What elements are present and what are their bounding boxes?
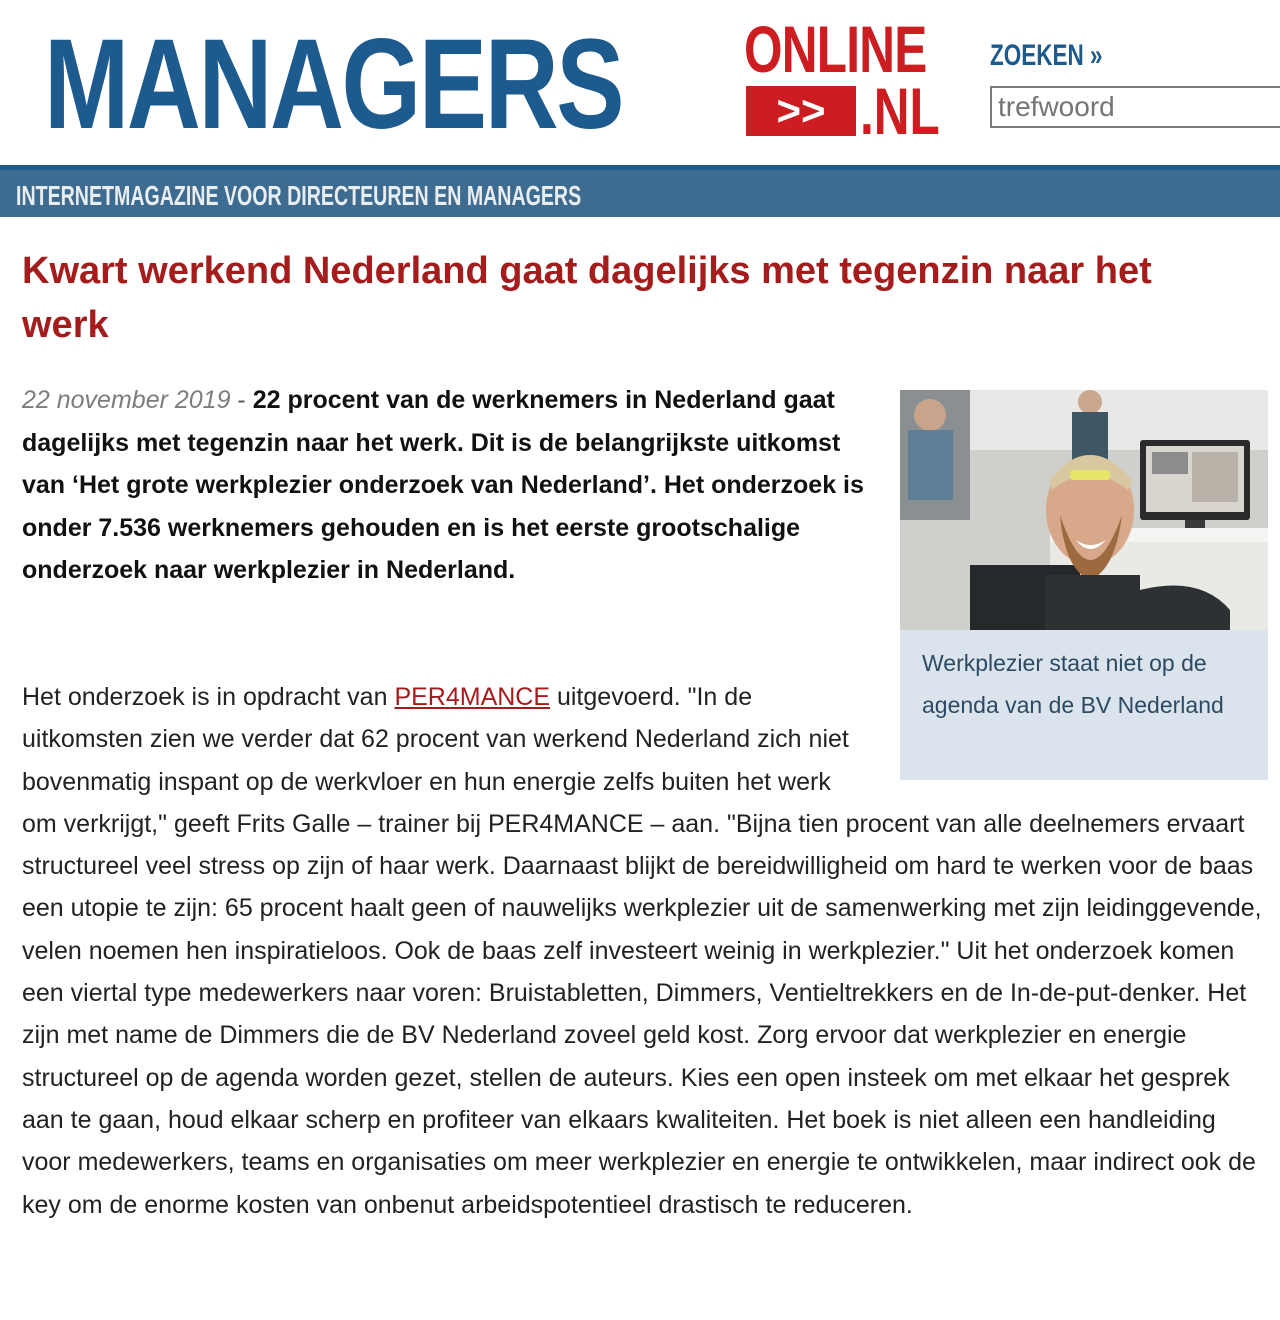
tagline-bar xyxy=(0,165,1280,217)
article-photo[interactable] xyxy=(900,390,1268,630)
article-lead: 22 procent van de werknemers in Nederland gaat dagelijks met tegenzin naar het werk. Dit is de belangrijkste uitkomst van ‘Het grote werkplezier onderzoek van Nederland’. Het onderzoek is onder 7.536 werknemers gehouden en is het eerste grootschalige onderzoek naar werkplezier in Nederland. xyxy=(22,386,864,584)
image-float-spacer xyxy=(864,676,1262,788)
logo-managers[interactable]: MANAGERS xyxy=(44,13,623,156)
per4mance-link[interactable]: PER4MANCE xyxy=(394,683,551,711)
site-tagline: INTERNETMAGAZINE VOOR DIRECTEUREN EN MANAGERS xyxy=(16,180,582,211)
search-label-link[interactable]: ZOEKEN » xyxy=(990,39,1103,72)
site-header xyxy=(0,0,1280,165)
office-photo-illustration xyxy=(900,390,1268,630)
logo-arrows-icon[interactable]: >> xyxy=(746,86,856,136)
article-body xyxy=(22,676,1262,1226)
body-text-rest: uitgevoerd. "In de uitkomsten zien we verder dat 62 procent van werkend Nederland zich niet bovenmatig inspant op de werkvloer en hun energie zelfs buiten het werk om verkrijgt," geeft Frits Galle – trainer bij PER4MANCE – aan. "Bijna tien procent van alle deelnemers ervaart structureel veel stress op zijn of haar werk. Daarnaast blijkt de bereidwilligheid om hard te werken voor de baas een utopie te zijn: 65 procent haalt geen of nauwelijks werkplezier uit de samenwerking met zijn leidinggevende, velen noemen hen inspiratieloos. Ook de baas zelf investeert weinig in werkplezier." Uit het onderzoek komen een viertal type medewerkers naar voren: Bruistabletten, Dimmers, Ventieltrekkers en de In-de-put-denker. Het zijn met name de Dimmers die de BV Nederland zoveel geld kost. Zorg ervoor dat werkplezier en energie structureel op de agenda worden gezet, stellen de auteurs. Kies een open insteek om met elkaar het gesprek aan te gaan, houd elkaar scherp en profiteer van elkaars kwaliteiten. Het boek is niet alleen een handleiding voor medewerkers, teams en organisaties om meer werkplezier en energie te ontwikkelen, maar indirect ook de key om de enorme kosten van onbenut arbeidspotentieel drastisch te reduceren. xyxy=(22,683,1262,1219)
logo-tld[interactable]: .NL xyxy=(860,74,940,148)
article-title: Kwart werkend Nederland gaat dagelijks met tegenzin naar het werk xyxy=(22,250,1152,346)
article-intro xyxy=(22,379,880,592)
date-separator: - xyxy=(230,386,253,414)
logo-online[interactable]: ONLINE xyxy=(744,12,927,86)
body-text-start: Het onderzoek is in opdracht van xyxy=(22,683,395,711)
image-caption: Werkplezier staat niet op de agenda van de BV Nederland xyxy=(922,650,1224,718)
search-input[interactable] xyxy=(990,86,1280,128)
article-date: 22 november 2019 xyxy=(22,386,231,414)
